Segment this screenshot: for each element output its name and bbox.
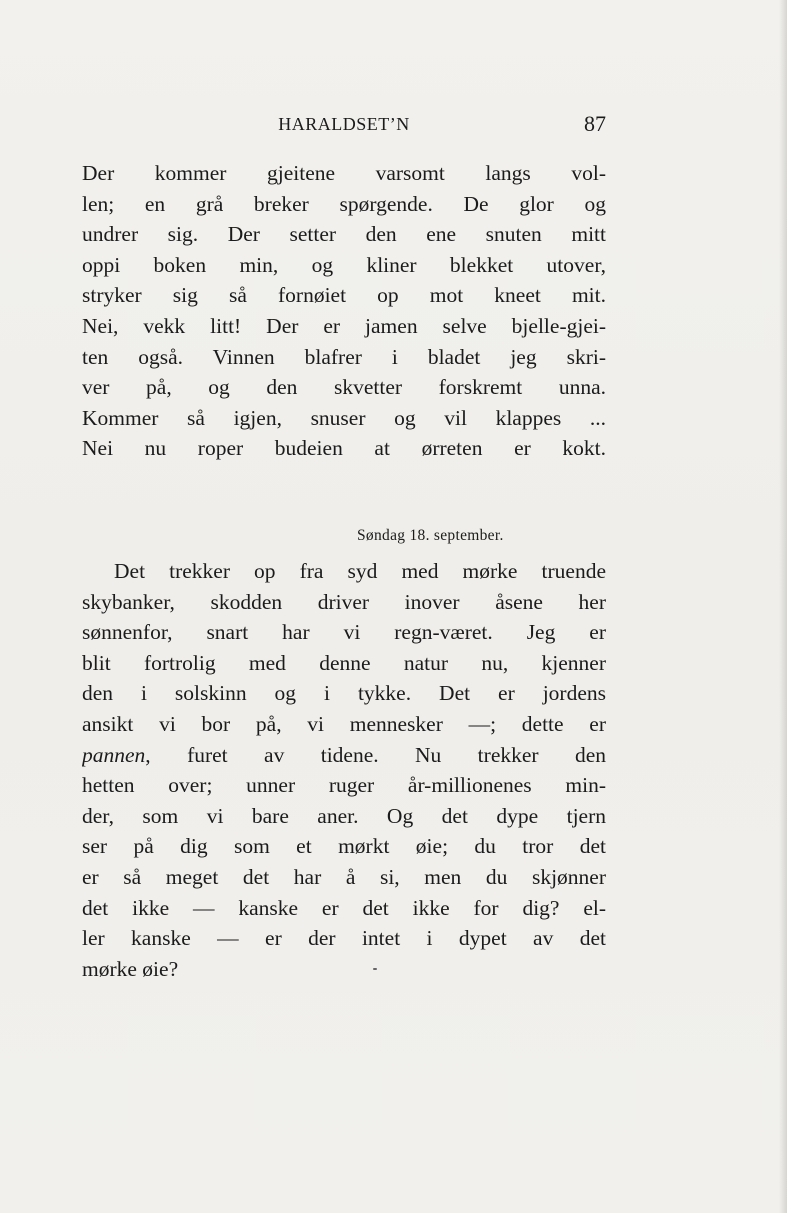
text-line: hetten over; unner ruger år-millionenes min- — [82, 773, 606, 798]
text-line: mørke øie? — [82, 956, 179, 981]
paragraph-1 — [82, 158, 606, 464]
page-edge-shadow — [779, 0, 787, 1213]
text-line: blit fortrolig med denne natur nu, kjenner — [82, 650, 606, 675]
text-line: len; en grå breker spørgende. De glor og — [82, 191, 606, 216]
text-line: ansikt vi bor på, vi mennesker —; dette er — [82, 711, 606, 736]
running-title: HARALDSET’N — [278, 114, 410, 134]
text-line: Kommer så igjen, snuser og vil klappes ... — [82, 405, 606, 430]
emphasized-word: pannen — [82, 742, 146, 767]
print-speck — [373, 968, 377, 970]
text-line: ten også. Vinnen blafrer i bladet jeg skri- — [82, 344, 606, 369]
text-line: Det trekker op fra syd med mørke truende — [114, 559, 606, 583]
text-line: ler kanske — er der intet i dypet av det — [82, 926, 606, 951]
text-line: der, som vi bare aner. Og det dype tjern — [82, 803, 606, 828]
text-line: sønnenfor, snart har vi regn-været. Jeg er — [82, 620, 606, 645]
dateline: Søndag 18. september. — [357, 527, 504, 544]
text-line: Der kommer gjeitene varsomt langs vol- — [82, 161, 606, 185]
text-line: skybanker, skodden driver inover åsene her — [82, 589, 606, 614]
text-line: undrer sig. Der setter den ene snuten mitt — [82, 222, 606, 247]
text-line: stryker sig så fornøiet op mot kneet mit. — [82, 283, 606, 308]
text-line: ser på dig som et mørkt øie; du tror det — [82, 834, 606, 859]
text-line: Nei nu roper budeien at ørreten er kokt. — [82, 436, 606, 461]
text-line: er så meget det har å si, men du skjønner — [82, 864, 606, 889]
text-line: Nei, vekk litt! Der er jamen selve bjelle-gjei- — [82, 313, 606, 338]
text-line: oppi boken min, og kliner blekket utover, — [82, 252, 606, 277]
text-line: det ikke — kanske er det ikke for dig? el- — [82, 895, 606, 920]
page-header — [82, 111, 606, 142]
text-line: den i solskinn og i tykke. Det er jordens — [82, 681, 606, 706]
page-number: 87 — [584, 111, 606, 136]
text-line: ver på, og den skvetter forskremt unna. — [82, 375, 606, 400]
text-line: pannen, furet av tidene. Nu trekker den — [82, 742, 606, 767]
paragraph-2 — [82, 556, 606, 984]
